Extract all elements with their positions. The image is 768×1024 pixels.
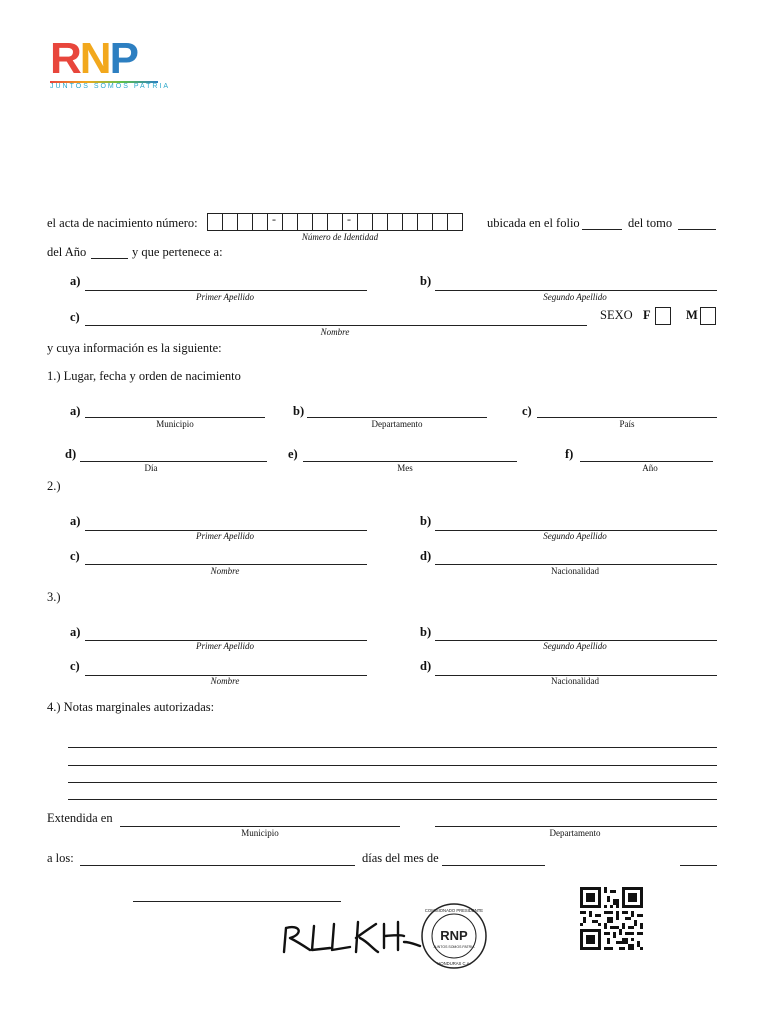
folio-field[interactable] [582,229,622,230]
tomo-field[interactable] [678,229,716,230]
caption-primer-apellido: Primer Apellido [195,641,255,651]
letter-b: b) [420,274,432,288]
pais-field[interactable] [537,417,717,418]
seal-stamp [420,902,488,970]
svg-text:HONDURAS C.A.: HONDURAS C.A. [437,961,471,966]
letter-c: c) [70,549,80,563]
caption-segundo-apellido: Segundo Apellido [543,641,607,651]
caption-segundo-apellido: Segundo Apellido [543,292,607,302]
nombre-field[interactable] [85,325,587,326]
caption-segundo-apellido: Segundo Apellido [543,531,607,541]
alos-field[interactable] [80,865,355,866]
section2-title: 2.) [47,479,61,493]
caption-dia: Día [144,463,158,473]
caption-nombre: Nombre [320,327,350,337]
segundo-apellido-field[interactable] [435,290,717,291]
id-cell[interactable] [252,213,268,231]
letter-b: b) [293,404,305,418]
id-cell[interactable] [432,213,448,231]
letter-c: c) [522,404,532,418]
alos-label: a los: [47,851,74,865]
extendida-municipio-field[interactable] [120,826,400,827]
letter-d: d) [420,549,432,563]
id-cell[interactable] [417,213,433,231]
caption-departamento: Departamento [549,828,601,838]
departamento-field[interactable] [307,417,487,418]
id-cell[interactable] [237,213,253,231]
section1-title: 1.) Lugar, fecha y orden de nacimiento [47,369,241,383]
info-label: y cuya información es la siguiente: [47,341,222,355]
caption-departamento: Departamento [371,419,423,429]
id-cell[interactable] [207,213,223,231]
s2-nombre-field[interactable] [85,564,367,565]
notas-line[interactable] [68,782,717,783]
letter-e: e) [288,447,298,461]
id-cell[interactable] [327,213,343,231]
caption-nacionalidad: Nacionalidad [551,566,599,576]
sexo-f-label: F [643,308,651,322]
letter-c: c) [70,659,80,673]
dias-label: días del mes de [362,851,439,865]
svg-text:JUNTOS SOMOS PATRIA: JUNTOS SOMOS PATRIA [433,945,475,949]
extendida-departamento-field[interactable] [435,826,717,827]
mes-field[interactable] [303,461,517,462]
id-cell[interactable]: - [267,213,283,231]
id-cell[interactable] [387,213,403,231]
caption-nacionalidad: Nacionalidad [551,676,599,686]
anio-nac-field[interactable] [580,461,713,462]
letter-a: a) [70,625,81,639]
svg-text:RNP: RNP [440,928,468,943]
sexo-m-label: M [686,308,698,322]
anio-final-field[interactable] [680,865,717,866]
letter-a: a) [70,514,81,528]
sexo-f-box[interactable] [655,307,671,325]
caption-anio: Año [642,463,658,473]
id-cell[interactable] [282,213,298,231]
id-cell[interactable] [222,213,238,231]
section4-title: 4.) Notas marginales autorizadas: [47,700,215,714]
id-cell[interactable] [402,213,418,231]
logo-tagline: JUNTOS SOMOS PATRIA [50,83,171,90]
firma-line[interactable] [133,901,341,902]
id-cell[interactable] [447,213,463,231]
id-cell[interactable] [357,213,373,231]
letter-b: b) [420,625,432,639]
dia-field[interactable] [80,461,267,462]
extendida-label: Extendida en [47,811,113,825]
anio-field[interactable] [91,258,128,259]
letter-a: a) [70,404,81,418]
notas-line[interactable] [68,765,717,766]
letter-d: d) [65,447,77,461]
municipio-field[interactable] [85,417,265,418]
acta-label: el acta de nacimiento número: [47,216,198,230]
id-cell[interactable] [372,213,388,231]
rnp-logo [50,34,171,90]
id-number-cells[interactable] [207,213,462,231]
id-cell[interactable] [312,213,328,231]
letter-c: c) [70,310,80,324]
anio-label: del Año [47,245,87,259]
letter-d: d) [420,659,432,673]
s2-nacionalidad-field[interactable] [435,564,717,565]
id-caption: Número de Identidad [301,232,379,242]
sexo-m-box[interactable] [700,307,716,325]
letter-f: f) [565,447,574,461]
svg-text:COMISIONADO PRESIDENTE: COMISIONADO PRESIDENTE [424,908,484,913]
folio-label: ubicada en el folio [487,216,580,230]
section3-title: 3.) [47,590,61,604]
tomo-label: del tomo [628,216,673,230]
caption-pais: País [619,419,635,429]
notas-line[interactable] [68,799,717,800]
caption-primer-apellido: Primer Apellido [195,531,255,541]
sexo-label: SEXO [600,308,633,322]
logo-text: RNP [50,34,137,83]
letter-a: a) [70,274,81,288]
caption-mes: Mes [397,463,413,473]
primer-apellido-field[interactable] [85,290,367,291]
caption-municipio: Municipio [156,419,194,429]
mes-de-field[interactable] [442,865,545,866]
id-cell[interactable]: - [342,213,358,231]
id-cell[interactable] [297,213,313,231]
qr-code-icon [580,887,643,950]
caption-municipio: Municipio [241,828,279,838]
signature-image [280,912,430,958]
caption-nombre: Nombre [210,676,240,686]
notas-line[interactable] [68,747,717,748]
caption-nombre: Nombre [210,566,240,576]
pertenece-label: y que pertenece a: [132,245,223,259]
letter-b: b) [420,514,432,528]
caption-primer-apellido: Primer Apellido [195,292,255,302]
